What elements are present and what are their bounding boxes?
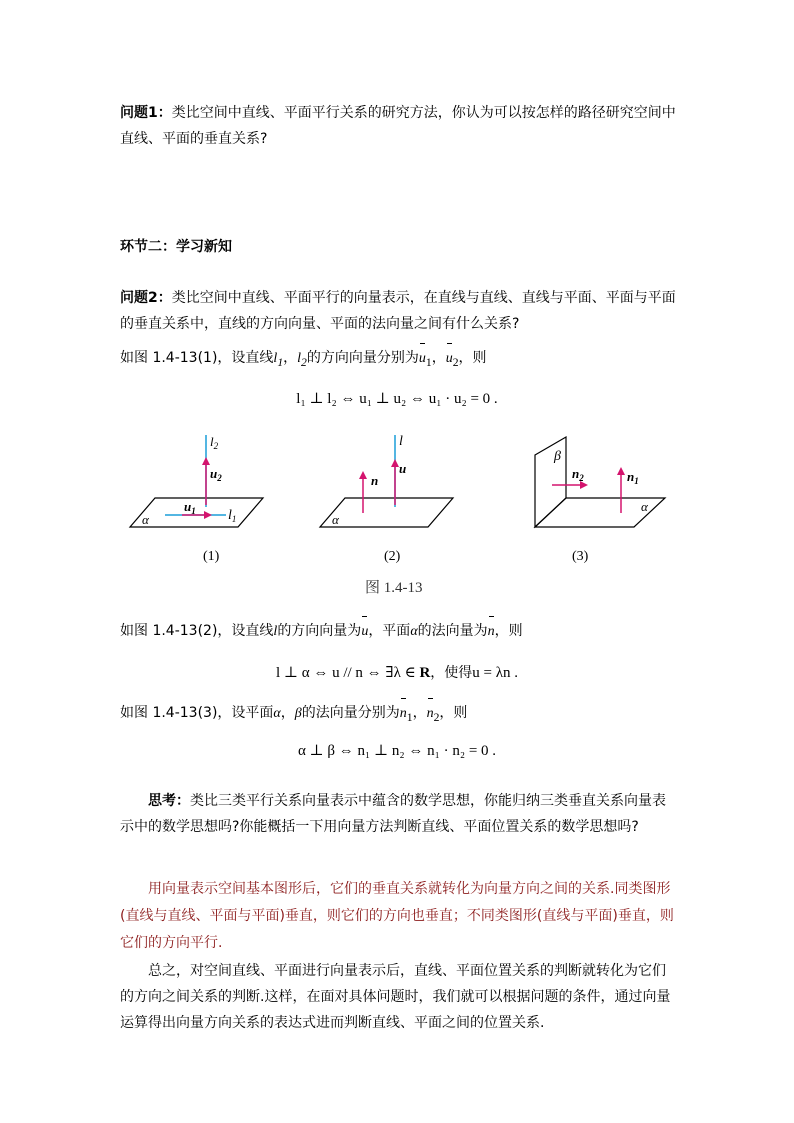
subfigure-2 [320, 434, 453, 564]
label-n2: n [572, 466, 580, 481]
fig3-formula: α ⊥ β ⇔ n₁ ⊥ n₂ ⇔ n₁ · n₂ = 0 . [297, 743, 497, 759]
svg-text:n1: $n_1$ [627, 469, 639, 486]
fig2-l: l [273, 624, 278, 639]
question-1-text: 类比空间中直线、平面平行关系的研究方法，你认为可以按怎样的路径研究空间中直线、平面的垂直关系? [120, 105, 676, 147]
label-beta: β [554, 449, 561, 464]
fig1-intro-c: ，则 [458, 350, 487, 366]
label-n: n [371, 473, 379, 488]
label-alpha-3: α [641, 499, 648, 514]
fig3-intro-a: 如图 1.4-13(3)，设平面 [120, 705, 274, 721]
figure-1-4-13 [120, 425, 680, 600]
question-2-label: 问题2： [120, 290, 172, 306]
fig3-intro-c: ，则 [439, 705, 468, 721]
fig2-intro-b: 的方向向量为 [277, 623, 362, 639]
svg-text:n2: $n_2$ [572, 466, 584, 483]
fig2-intro-d: 的法向量为 [417, 623, 488, 639]
think-paragraph [120, 788, 675, 840]
fig2-formula [0, 662, 794, 682]
fig3-n1: n [400, 701, 407, 727]
plane-alpha-1 [130, 498, 263, 527]
fig2-formula-r: R [419, 665, 431, 681]
fig2-formula-b: ，使得 [430, 665, 473, 681]
label-n1: n [627, 469, 635, 484]
fig3-beta: β [294, 706, 302, 721]
fig3-intro: 如图 1.4-13(3)，设平面α，β的法向量分别为$n_1$，$n_2$，则 [120, 700, 680, 731]
think-label: 思考： [148, 793, 190, 809]
fig1-l1: $l_1$ [273, 351, 284, 369]
fig2-intro [120, 618, 680, 645]
think-text: 类比三类平行关系向量表示中蕴含的数学思想，你能归纳三类垂直关系向量表示中的数学思想吗?你能概括一下用向量方法判断直线、平面位置关系的数学思想吗? [120, 793, 666, 835]
label-u1: u [184, 499, 192, 514]
svg-text:u1: $u_1$ [184, 499, 196, 516]
fig1-intro: 如图 1.4-13(1)，设直线$l_1$，$l_2$的方向向量分别为$u_1$，$u_2$，则 [120, 345, 680, 376]
figure-caption: 图 1.4-13 [365, 580, 423, 596]
subfigure-1 [130, 434, 263, 564]
fig1-intro-b: 的方向向量分别为 [306, 350, 419, 366]
label-u2: u [210, 466, 218, 481]
label-l2: l [210, 434, 214, 449]
svg-text:u2: $u_2$ [210, 466, 222, 483]
label-u: u [399, 461, 407, 476]
fig3-intro-b: 的法向量分别为 [301, 705, 400, 721]
svg-text:l2: $l_2$ [210, 434, 219, 451]
section-2-title: 环节二：学习新知 [120, 239, 232, 255]
subfigure-3 [535, 437, 665, 564]
fig1-l2: $l_2$ [297, 351, 307, 369]
fig2-alpha: α [410, 624, 418, 639]
summary-paragraph: 总之，对空间直线、平面进行向量表示后，直线、平面位置关系的判断就转化为它们的方向之间关系的判断.这样，在面对具体问题时，我们就可以根据问题的条件，通过向量运算得出向量方向关系的表达式进而判断直线、平面之间的位置关系. [120, 963, 671, 1031]
plane-alpha-2 [320, 498, 453, 527]
question-2 [120, 285, 680, 337]
fig2-intro-a: 如图 1.4-13(2)，设直线 [120, 623, 274, 639]
plane-beta [535, 437, 566, 527]
label-alpha-1: α [142, 512, 149, 527]
label-l: l [399, 434, 403, 449]
fig2-intro-e: ，则 [494, 623, 523, 639]
label-l1: l [228, 508, 232, 523]
label-alpha-2: α [332, 512, 339, 527]
fig2-n: n [488, 619, 495, 645]
fig1-u1: u [419, 346, 426, 372]
fig1-formula: l₁ ⊥ l₂ ⇔ u₁ ⊥ u₂ ⇔ u₁ · u₂ = 0 . [296, 391, 498, 407]
fig1-intro-a: 如图 1.4-13(1)，设直线 [120, 350, 274, 366]
subfigure-3-label: (3) [572, 549, 589, 564]
fig3-n2: n [427, 701, 434, 727]
question-1-label: 问题1： [120, 105, 172, 121]
subfigure-2-label: (2) [384, 549, 401, 564]
fig3-alpha: α [273, 706, 281, 721]
question-2-text: 类比空间中直线、平面平行的向量表示，在直线与直线、直线与平面、平面与平面的垂直关系中，直线的方向向量、平面的法向量之间有什么关系? [120, 290, 676, 332]
svg-text:l1: $l_1$ [228, 508, 237, 524]
subfigure-1-label: (1) [203, 549, 220, 564]
fig2-intro-c: ，平面 [368, 623, 411, 639]
fig2-u: u [361, 619, 368, 645]
fig2-formula-a: l ⊥ α ⇔ u // n ⇔ ∃λ ∈ [275, 665, 420, 681]
fig2-formula-c: u = λn . [472, 665, 519, 681]
fig1-u2: u [446, 346, 453, 372]
question-1 [120, 100, 680, 152]
red-paragraph: 用向量表示空间基本图形后，它们的垂直关系就转化为向量方向之间的关系.同类图形(直线与直线、平面与平面)垂直，则它们的方向也垂直；不同类图形(直线与平面)垂直，则它们的方向平行. [120, 881, 674, 951]
